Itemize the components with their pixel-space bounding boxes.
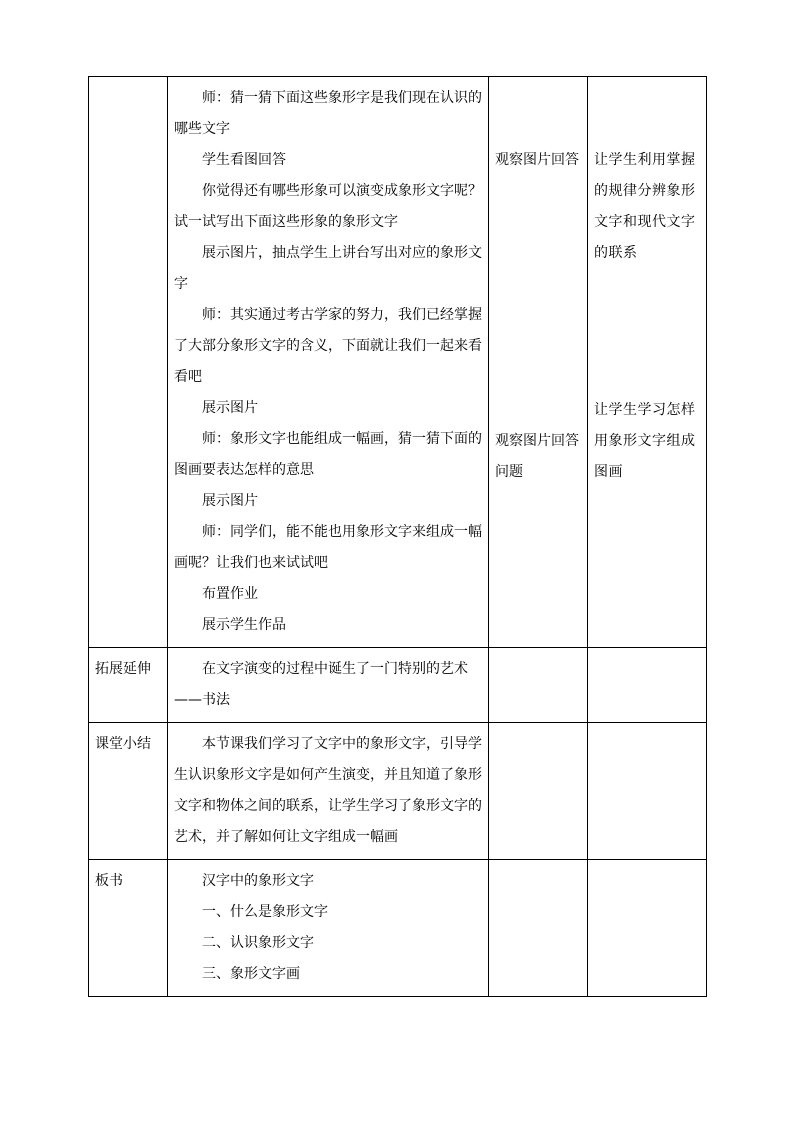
empty-cell: [588, 648, 707, 723]
board-title: 汉字中的象形文字: [202, 873, 314, 889]
design-purpose-b: 让学生学习怎样用象形文字组成图画: [594, 402, 696, 480]
row-label-summary: 课堂小结: [89, 723, 168, 860]
content-paragraph: 师：其实通过考古学家的努力，我们已经掌握了大部分象形文字的含义，下面就让我们一起来看看吧: [174, 307, 482, 385]
student-activity-b: 观察图片回答问题: [495, 433, 579, 480]
row-label-process: [89, 77, 168, 648]
student-activity-a: 观察图片回答: [495, 152, 579, 168]
content-paragraph: 在文字演变的过程中诞生了一门特别的艺术——书法: [174, 661, 468, 708]
table-row-extension: [89, 648, 707, 723]
content-paragraph: 学生看图回答: [202, 152, 286, 168]
table-row-process: [89, 77, 707, 648]
empty-cell: [489, 723, 588, 860]
content-paragraph: 展示图片，抽点学生上讲台写出对应的象形文字: [174, 245, 482, 292]
design-purpose-a: 让学生利用掌握的规律分辨象形文字和现代文字的联系: [594, 152, 696, 261]
student-activity-cell: [489, 77, 588, 648]
content-paragraph: 本节课我们学习了文字中的象形文字，引导学生认识象形文字是如何产生演变，并且知道了象形文字和物体之间的联系，让学生学习了象形文字的艺术，并了解如何让文字组成一幅画: [174, 736, 482, 845]
extension-content-cell: [168, 648, 489, 723]
content-paragraph: 师：猜一猜下面这些象形字是我们现在认识的哪些文字: [174, 90, 482, 137]
content-paragraph: 展示图片: [202, 400, 258, 416]
empty-cell: [489, 860, 588, 997]
content-paragraph: 师：同学们，能不能也用象形文字来组成一幅画呢？让我们也来试试吧: [174, 524, 482, 571]
row-label-extension: 拓展延伸: [89, 648, 168, 723]
empty-cell: [588, 723, 707, 860]
design-purpose-cell: [588, 77, 707, 648]
content-paragraph: 师：象形文字也能组成一幅画，猜一猜下面的图画要表达怎样的意思: [174, 431, 482, 478]
board-item: 一、什么是象形文字: [202, 904, 328, 920]
summary-content-cell: [168, 723, 489, 860]
board-content-cell: [168, 860, 489, 997]
content-paragraph: 展示图片: [202, 493, 258, 509]
lesson-plan-table: [88, 76, 707, 997]
content-paragraph: 你觉得还有哪些形象可以演变成象形文字呢？试一试写出下面这些形象的象形文字: [174, 183, 482, 230]
row-label-board: 板书: [89, 860, 168, 997]
table-row-summary: [89, 723, 707, 860]
empty-cell: [588, 860, 707, 997]
board-item: 二、认识象形文字: [202, 935, 314, 951]
board-item: 三、象形文字画: [202, 966, 300, 982]
empty-cell: [489, 648, 588, 723]
content-paragraph: 布置作业: [202, 586, 258, 602]
content-paragraph: 展示学生作品: [202, 617, 286, 633]
process-content-cell: [168, 77, 489, 648]
table-row-board: [89, 860, 707, 997]
